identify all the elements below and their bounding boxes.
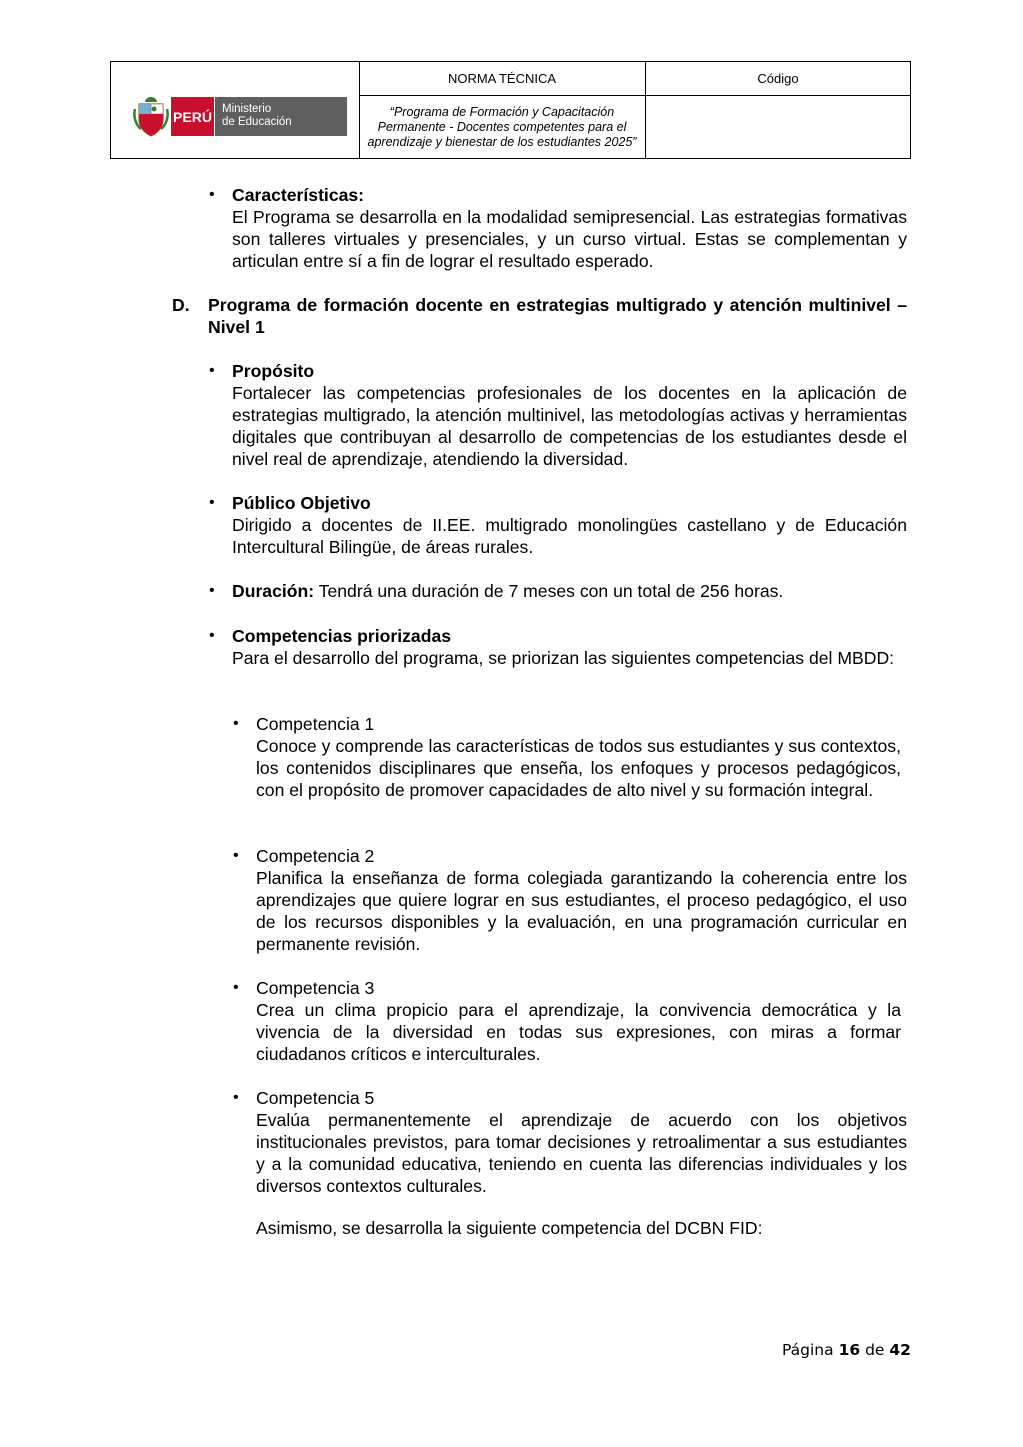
publico-heading: Público Objetivo bbox=[232, 493, 371, 513]
proposito-text: Fortalecer las competencias profesionales de los docentes en la aplicación de estrategias multigrado, la atención multinivel, las metodologías activas y herramientas digitales que contribuyan al desarrollo de competencias de los estudiantes desde el nivel real de aprendizaje, atendiendo la diversidad. bbox=[232, 383, 907, 469]
competencia-text: Evalúa permanentemente el aprendizaje de acuerdo con los objetivos institucionales previstos, para tomar decisiones y retroalimentar a sus estudiantes y a la comunidad educativa, teniendo en cuenta las diferencias individuales y los diversos contextos culturales. bbox=[256, 1110, 907, 1196]
competencia-item bbox=[256, 713, 901, 801]
logo-cell bbox=[111, 62, 360, 158]
logo-ministry-line2: de Educación bbox=[222, 116, 292, 128]
bullet: • bbox=[209, 627, 215, 644]
proposito-block bbox=[232, 360, 907, 470]
of-label: de bbox=[865, 1341, 885, 1359]
competencia-text: Conoce y comprende las características de todos sus estudiantes y sus contextos, los contenidos disciplinares que enseña, los enfoques y procesos pedagógicos, con el propósito de promover capacidades de alto nivel y su formación integral. bbox=[256, 736, 901, 800]
closing-text: Asimismo, se desarrolla la siguiente competencia del DCBN FID: bbox=[256, 1218, 763, 1238]
bullet: • bbox=[233, 979, 239, 996]
bullet: • bbox=[209, 582, 215, 599]
publico-text: Dirigido a docentes de II.EE. multigrado monolingües castellano y de Educación Intercultural Bilingüe, de áreas rurales. bbox=[232, 515, 907, 557]
minedu-logo bbox=[133, 95, 347, 137]
bullet: • bbox=[233, 1089, 239, 1106]
duracion-heading: Duración: bbox=[232, 581, 315, 601]
competencia-title: Competencia 1 bbox=[256, 714, 375, 734]
header-title-cell bbox=[359, 62, 646, 158]
competencias-block bbox=[232, 625, 907, 669]
competencia-title: Competencia 3 bbox=[256, 978, 375, 998]
title-close-quote: ” bbox=[632, 134, 637, 149]
page-label: Página bbox=[782, 1341, 834, 1359]
duracion-block bbox=[232, 580, 907, 602]
code-value bbox=[646, 96, 910, 158]
competencia-title: Competencia 2 bbox=[256, 846, 375, 866]
doc-title bbox=[359, 96, 645, 158]
header-code-cell bbox=[646, 62, 910, 158]
competencias-heading: Competencias priorizadas bbox=[232, 626, 452, 646]
title-open-quote: “ bbox=[389, 104, 394, 119]
bullet: • bbox=[233, 715, 239, 732]
proposito-heading: Propósito bbox=[232, 361, 315, 381]
caracteristicas-text: El Programa se desarrolla en la modalidad semipresencial. Las estrategias formativas son talleres virtuales y presenciales, y un curso virtual. Estas se complementan y articulan entre sí a fin de lograr el resultado esperado. bbox=[232, 207, 907, 271]
logo-ministry-line1: Ministerio bbox=[222, 103, 272, 115]
caracteristicas-heading: Características: bbox=[232, 185, 365, 205]
caracteristicas-block bbox=[232, 184, 907, 272]
coat-of-arms-icon bbox=[133, 95, 169, 137]
competencia-text: Planifica la enseñanza de forma colegiada garantizando la coherencia entre los aprendizajes que quiere lograr en sus estudiantes, el proceso pedagógico, el uso de los recursos disponibles y la evaluación, en una programación curricular en permanente revisión. bbox=[256, 868, 907, 954]
bullet: • bbox=[209, 186, 215, 203]
section-letter: D. bbox=[172, 295, 190, 315]
logo-ministry bbox=[215, 97, 347, 136]
section-title: Programa de formación docente en estrategias multigrado y atención multinivel – Nivel 1 bbox=[208, 295, 907, 337]
competencia-text: Crea un clima propicio para el aprendizaje, la convivencia democrática y la vivencia de la diversidad en todas sus expresiones, con miras a formar ciudadanos críticos e interculturales. bbox=[256, 1000, 901, 1064]
total-pages: 42 bbox=[889, 1341, 911, 1359]
duracion-text: Tendrá una duración de 7 meses con un total de 256 horas. bbox=[314, 581, 784, 601]
current-page: 16 bbox=[838, 1341, 861, 1359]
competencias-text: Para el desarrollo del programa, se priorizan las siguientes competencias del MBDD: bbox=[232, 648, 895, 668]
competencia-item bbox=[256, 1087, 907, 1197]
competencia-item bbox=[256, 977, 901, 1065]
logo-country: PERÚ bbox=[171, 97, 214, 136]
page-number bbox=[782, 1341, 911, 1359]
doc-title-text: Programa de Formación y Capacitación Permanente - Docentes competentes para el aprendizaje y bienestar de los estudiantes 2025 bbox=[367, 104, 633, 149]
competencia-item bbox=[256, 845, 907, 955]
publico-block bbox=[232, 492, 907, 558]
doc-type: NORMA TÉCNICA bbox=[359, 62, 645, 96]
bullet: • bbox=[233, 847, 239, 864]
bullet: • bbox=[209, 362, 215, 379]
competencia-title: Competencia 5 bbox=[256, 1088, 375, 1108]
document-header bbox=[110, 61, 911, 159]
code-label: Código bbox=[646, 62, 910, 96]
bullet: • bbox=[209, 494, 215, 511]
